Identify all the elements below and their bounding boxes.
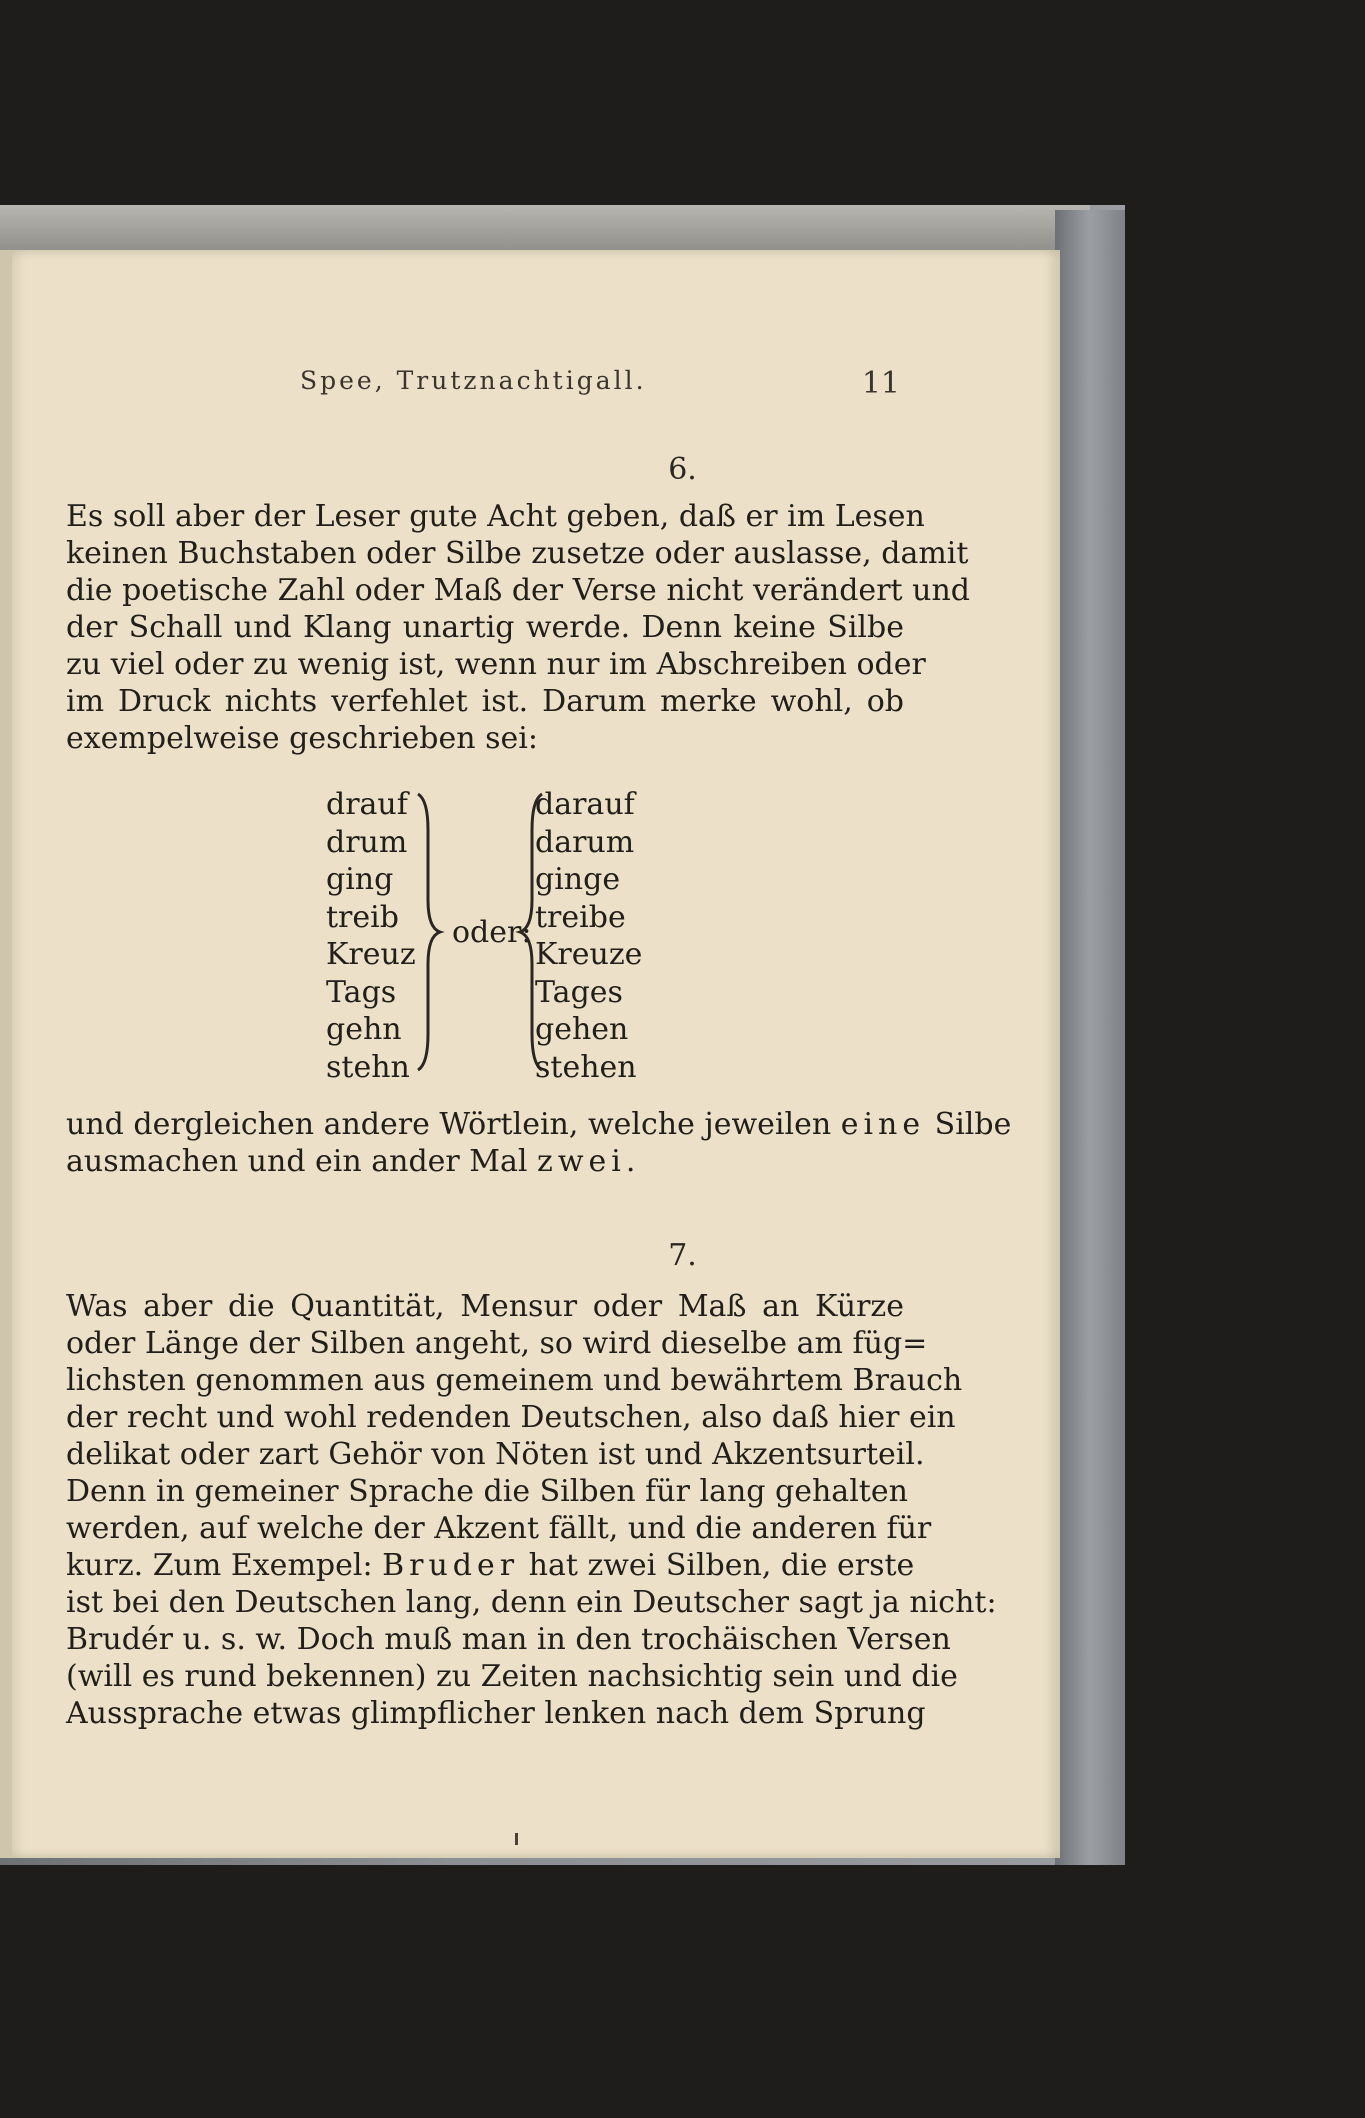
text-line [66, 1106, 1012, 1143]
text-run: ausmachen und ein ander Mal [66, 1144, 538, 1179]
page-number: 11 [861, 366, 900, 401]
running-header [300, 366, 900, 406]
text-line: lichsten genommen aus gemeinem und bewährtem Brauch [66, 1363, 963, 1398]
short-form: Kreuz [326, 937, 416, 972]
section-number-6: 6. [668, 452, 697, 487]
text-run: hat zwei Silben, die erste [519, 1548, 915, 1583]
text-line: im Druck nichts verfehlet ist. Darum merke wohl, ob [66, 684, 904, 719]
text-line: Es soll aber der Leser gute Acht geben, daß er im Lesen [66, 499, 925, 534]
long-form: stehen [535, 1049, 637, 1085]
long-form: treibe [535, 899, 626, 935]
text-line: zu viel oder zu wenig ist, wenn nur im Abschreiben oder [66, 647, 926, 682]
short-form: drum [326, 824, 408, 860]
left-brace [412, 790, 446, 1075]
text-line: der Schall und Klang unartig werde. Denn keine Silbe [66, 610, 904, 645]
section-number-7: 7. [668, 1238, 697, 1273]
text-line: Denn in gemeiner Sprache die Silben für lang gehalten [66, 1474, 908, 1509]
text-line: werden, auf welche der Akzent fällt, und die anderen für [66, 1511, 932, 1546]
text-line: Aussprache etwas glimpflicher lenken nach dem Sprung [66, 1696, 926, 1731]
book-cover-top-edge [0, 205, 1090, 253]
text-line [66, 1547, 915, 1584]
text-run: Silbe [925, 1107, 1012, 1142]
text-line [66, 1143, 904, 1180]
running-title: Spee, Trutznachtigall. [300, 366, 647, 395]
emphasized-word: zwei [537, 1144, 626, 1179]
short-form: ging [326, 862, 394, 897]
text-line: die poetische Zahl oder Maß der Verse nicht verändert und [66, 573, 970, 608]
emphasized-word: eine [840, 1107, 926, 1142]
text-line: (will es rund bekennen) zu Zeiten nachsichtig sein und die [66, 1659, 958, 1694]
text-line: Brudér u. s. w. Doch muß man in den trochäischen Versen [66, 1622, 951, 1657]
long-form: gehen [535, 1012, 629, 1047]
long-form: darum [535, 824, 635, 860]
short-form: stehn [326, 1049, 410, 1085]
text-line: Was aber die Quantität, Mensur oder Maß an Kürze [66, 1289, 904, 1324]
text-line: exempelweise geschrieben sei: [66, 721, 538, 756]
short-form: gehn [326, 1012, 402, 1047]
text-run: kurz. Zum Exempel: [66, 1548, 383, 1583]
text-line: der recht und wohl redenden Deutschen, also daß hier ein [66, 1400, 956, 1435]
short-form: Tags [326, 974, 397, 1010]
text-line: delikat oder zart Gehör von Nöten ist und Akzentsurteil. [66, 1437, 925, 1472]
section-6-paragraph [66, 498, 970, 757]
text-run: und dergleichen andere Wörtlein, welche jeweilen [66, 1107, 841, 1142]
emphasized-word: Bruder [382, 1548, 520, 1583]
page-gutter-edge [0, 250, 12, 1858]
long-form: Kreuze [535, 937, 643, 972]
text-line: keinen Buchstaben oder Silbe zusetze oder auslasse, damit [66, 536, 969, 571]
short-form: treib [326, 899, 399, 935]
text-line: oder Länge der Silben angeht, so wird dieselbe am füg= [66, 1326, 928, 1361]
long-form: ginge [535, 862, 621, 897]
text-line: ist bei den Deutschen lang, denn ein Deutscher sagt ja nicht: [66, 1585, 997, 1620]
section-6-conclusion [66, 1106, 1012, 1180]
section-7-paragraph [66, 1288, 997, 1732]
short-form: drauf [326, 787, 408, 822]
short-forms-column [326, 786, 416, 1086]
long-form: Tages [535, 974, 623, 1010]
long-forms-column [535, 786, 642, 1086]
connector-oder: oder: [452, 915, 532, 950]
long-form: darauf [535, 787, 635, 822]
printer-mark [515, 1833, 518, 1845]
text-run: . [625, 1144, 636, 1179]
